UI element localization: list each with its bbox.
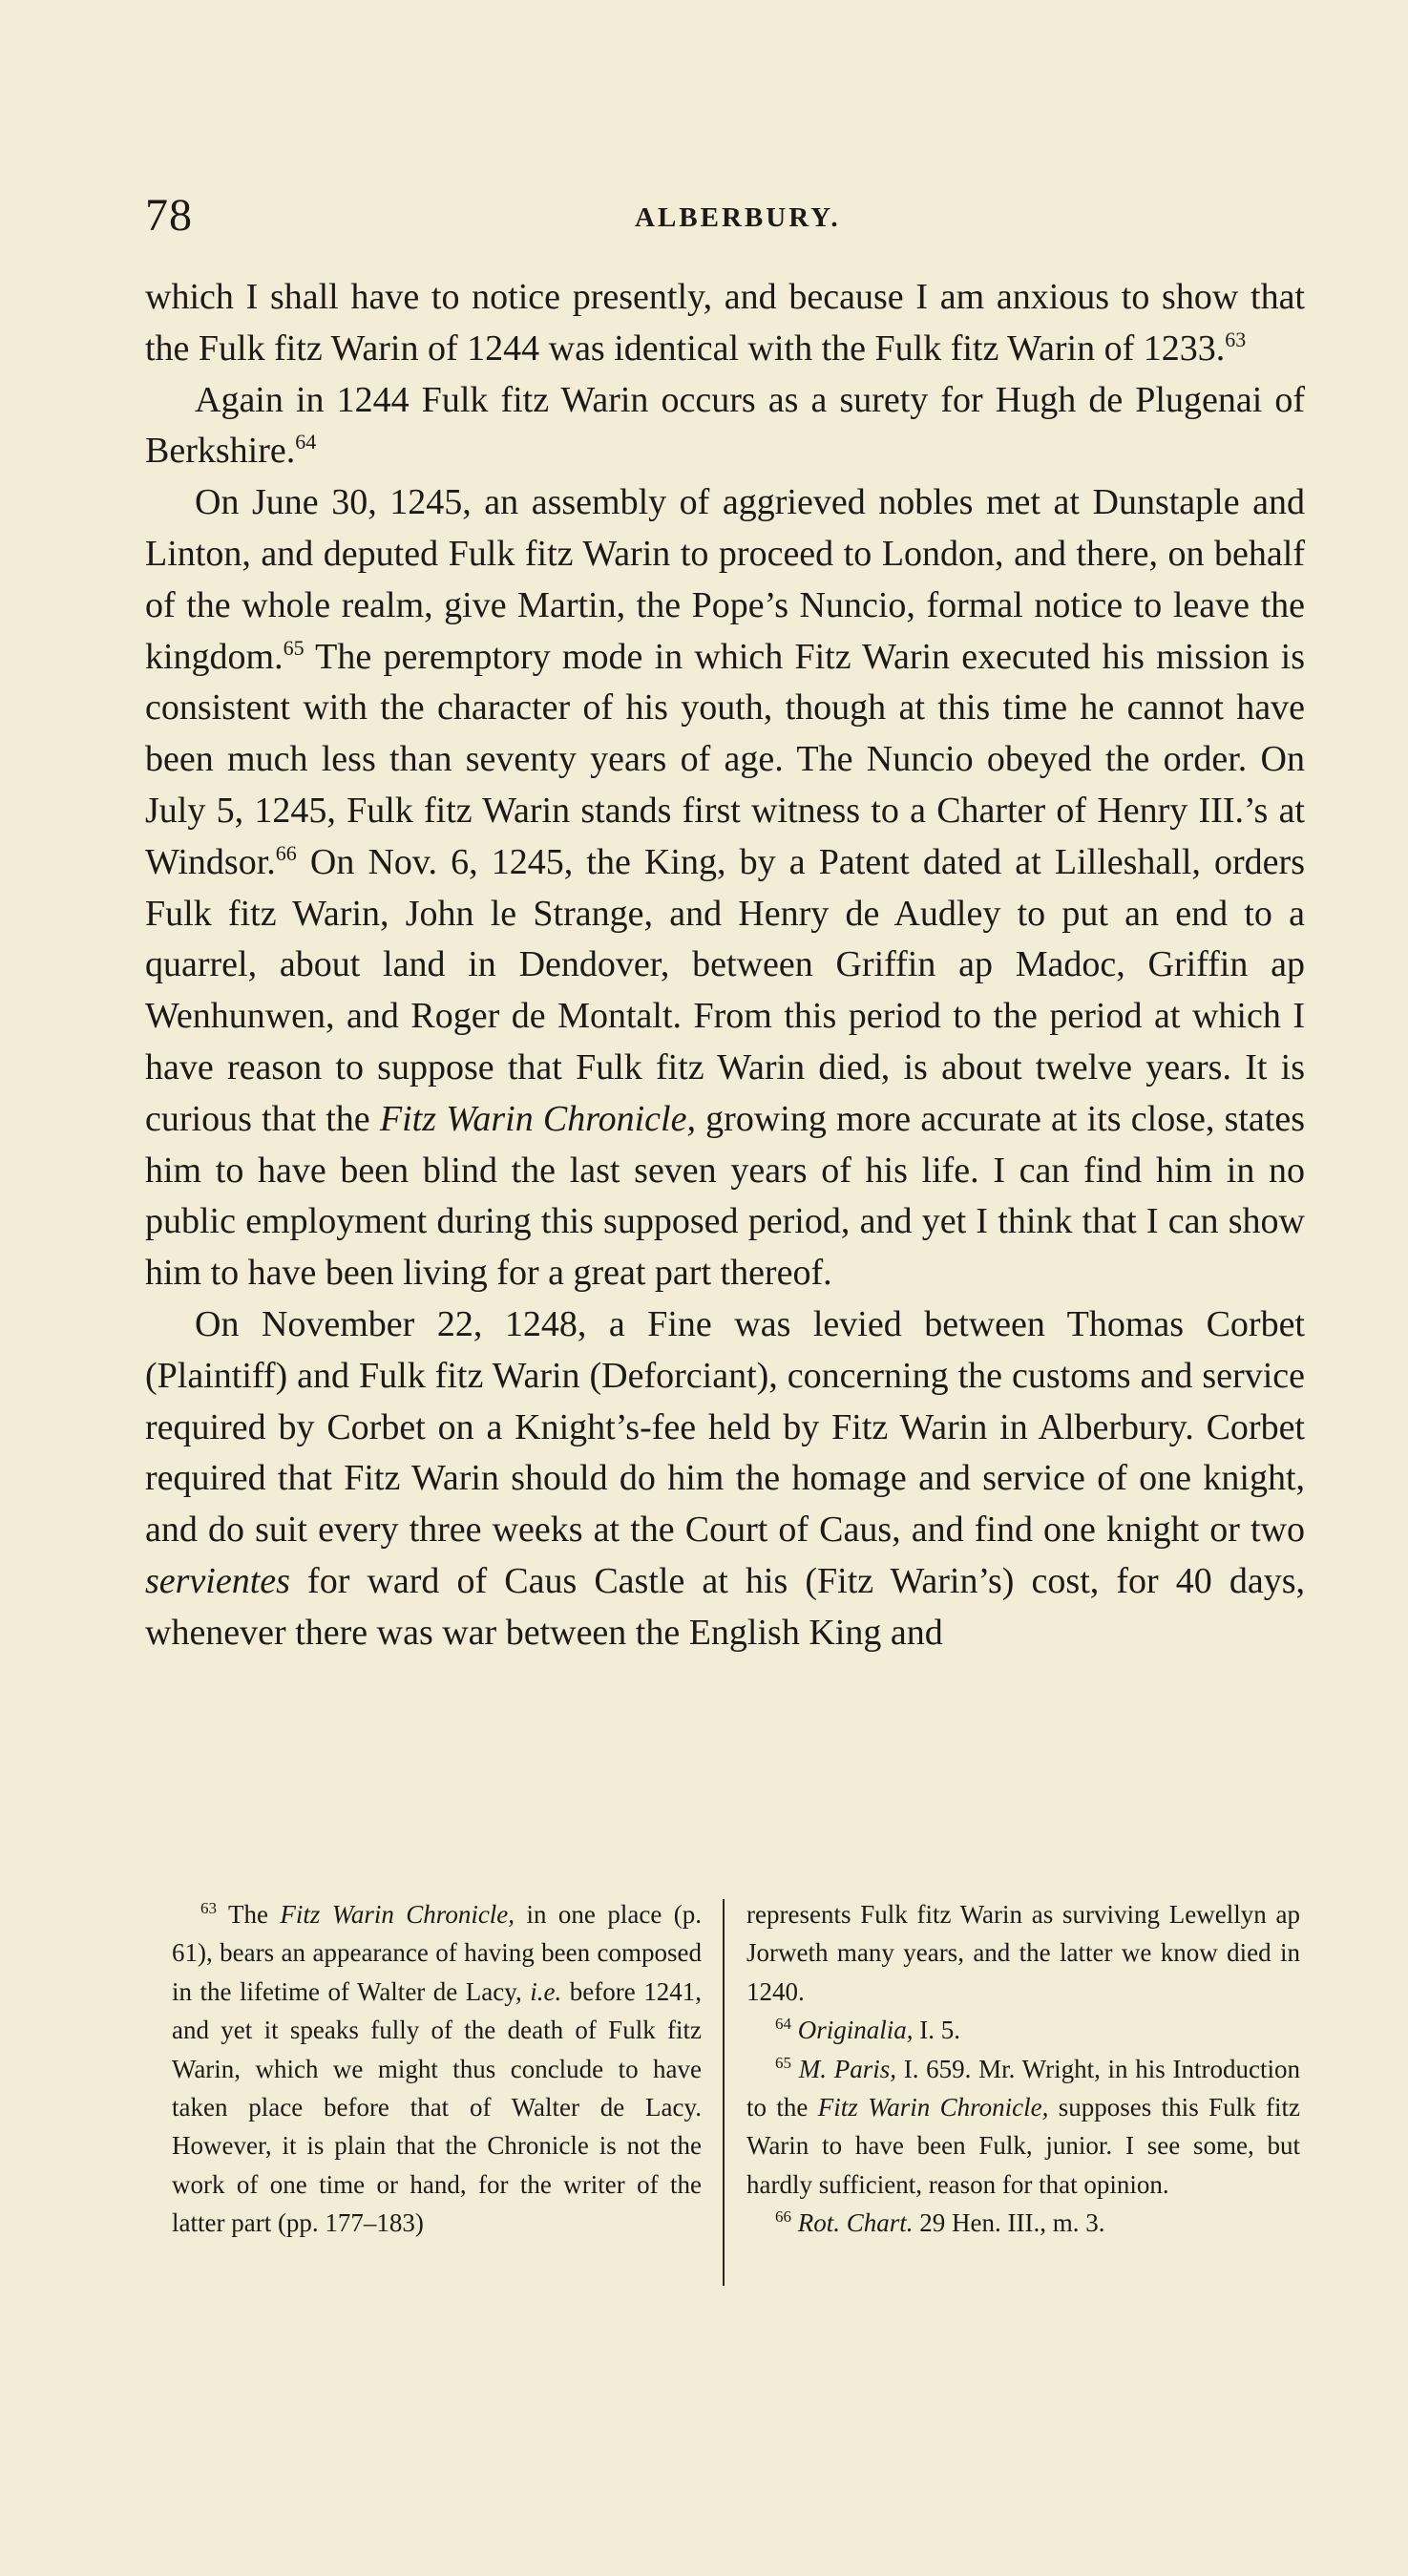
- paragraph-3-text-b: The peremptory mode in which Fitz Warin executed his mission is consistent with the character of his youth, though at this time he cannot have been much less than seventy years of age. The Nuncio obeyed the order. On July 5, 1245, Fulk fitz Warin stands first witness to a Charter of Henry III.’s at Windsor.: [145, 636, 1305, 882]
- paragraph-3: [145, 477, 1305, 1299]
- footnote-ref-65: 65: [283, 635, 305, 660]
- footnote-65-text-b: supposes this Fulk fitz Warin to have been Fulk, junior. I see some, but hardly sufficient, reason for that opinion.: [746, 2093, 1300, 2199]
- footnote-ref-66: 66: [275, 840, 297, 865]
- paragraph-4-italic: servientes: [145, 1560, 290, 1601]
- footnote-column-right: [746, 1895, 1300, 2243]
- footnote-65-italic-1: M. Paris,: [798, 2054, 896, 2083]
- footnote-number-63: 63: [200, 1899, 217, 1917]
- footnote-66-italic: Rot. Chart.: [797, 2208, 914, 2238]
- footnote-65: [746, 2050, 1300, 2205]
- paragraph-4: [145, 1299, 1305, 1659]
- paragraph-3-italic: Fitz Warin Chronicle,: [379, 1098, 696, 1139]
- footnote-66-text: 29 Hen. III., m. 3.: [913, 2208, 1105, 2238]
- footnote-63-text-c: before 1241, and yet it speaks fully of the death of Fulk fitz Warin, which we might thus conclude to have taken place before that of Walter de Lacy. However, it is plain that the Chronicle is not the work of one time or hand, for the writer of the latter part (pp. 177–183): [172, 1976, 703, 2238]
- footnote-63-text-b: in one place (p. 61), bears an appearance of having been composed in the lifetime of Walter de Lacy,: [172, 1900, 702, 2006]
- paragraph-2: [145, 375, 1305, 478]
- paragraph-3-text-d: growing more accurate at its close, states him to have been blind the last seven years of his life. I can find him in no public employment during this supposed period, and yet I think that I can show him to have been living for a great part thereof.: [145, 1098, 1305, 1294]
- footnote-64: [746, 2011, 1300, 2049]
- footnote-ref-64: 64: [295, 430, 317, 454]
- footnote-63-italic-1: Fitz Warin Chronicle,: [280, 1900, 515, 1929]
- paragraph-3-text-a: On June 30, 1245, an assembly of aggrieved nobles met at Dunstaple and Linton, and deputed Fulk fitz Warin to proceed to London, and there, on behalf of the whole realm, give Martin, the Pope’s Nuncio, formal notice to leave the kingdom.: [145, 482, 1305, 677]
- running-head: ALBERBURY.: [635, 202, 841, 233]
- footnote-ref-63: 63: [1225, 327, 1247, 351]
- footnote-number-64: 64: [775, 2015, 791, 2034]
- footnote-column-divider: [723, 1899, 725, 2286]
- paragraph-2-text: Again in 1244 Fulk fitz Warin occurs as a surety for Hugh de Plugenai of Berkshire.: [145, 379, 1305, 472]
- paragraph-1-text: which I shall have to notice presently, and because I am anxious to show that the Fulk fitz Warin of 1244 was identical with the Fulk fitz Warin of 1233.: [145, 277, 1305, 369]
- footnote-65-italic-2: Fitz Warin Chronicle,: [817, 2093, 1049, 2122]
- body-text: [145, 272, 1305, 1659]
- footnotes: [145, 1895, 1305, 2296]
- footnote-number-66: 66: [775, 2207, 791, 2227]
- footnote-63-continued: represents Fulk fitz Warin as surviving Lewellyn ap Jorweth many years, and the latter we know died in 1240.: [746, 1900, 1300, 2006]
- page-header: [145, 189, 1305, 246]
- paragraph-4-text-b: for ward of Caus Castle at his (Fitz Warin’s) cost, for 40 days, whenever there was war between the English King and: [145, 1560, 1305, 1653]
- footnote-65-text-a: I. 659. Mr. Wright, in his Introduction to the: [746, 2054, 1300, 2122]
- footnote-66: [746, 2204, 1300, 2242]
- footnote-column-left: [172, 1895, 702, 2243]
- footnote-number-65: 65: [775, 2053, 791, 2072]
- footnote-64-text: I. 5.: [913, 2016, 961, 2045]
- paragraph-3-text-c: On Nov. 6, 1245, the King, by a Patent dated at Lilleshall, orders Fulk fitz Warin, John le Strange, and Henry de Audley to put an end to a quarrel, about land in Dendover, between Griffin ap Madoc, Griffin ap Wenhunwen, and Roger de Montalt. From this period to the period at which I have reason to suppose that Fulk fitz Warin died, is about twelve years. It is curious that the: [145, 841, 1305, 1139]
- footnote-63-italic-2: i.e.: [530, 1976, 562, 2006]
- paragraph-1: [145, 272, 1305, 375]
- footnote-63: [172, 1895, 702, 2243]
- page-number: 78: [145, 190, 193, 241]
- footnote-63-text-a: The: [217, 1900, 281, 1929]
- paragraph-4-text-a: On November 22, 1248, a Fine was levied between Thomas Corbet (Plaintiff) and Fulk fitz Warin (Deforciant), concerning the customs and service required by Corbet on a Knight’s-fee held by Fitz Warin in Alberbury. Corbet required that Fitz Warin should do him the homage and service of one knight, and do suit every three weeks at the Court of Caus, and find one knight or two: [145, 1303, 1305, 1551]
- footnote-64-italic: Originalia,: [797, 2016, 914, 2045]
